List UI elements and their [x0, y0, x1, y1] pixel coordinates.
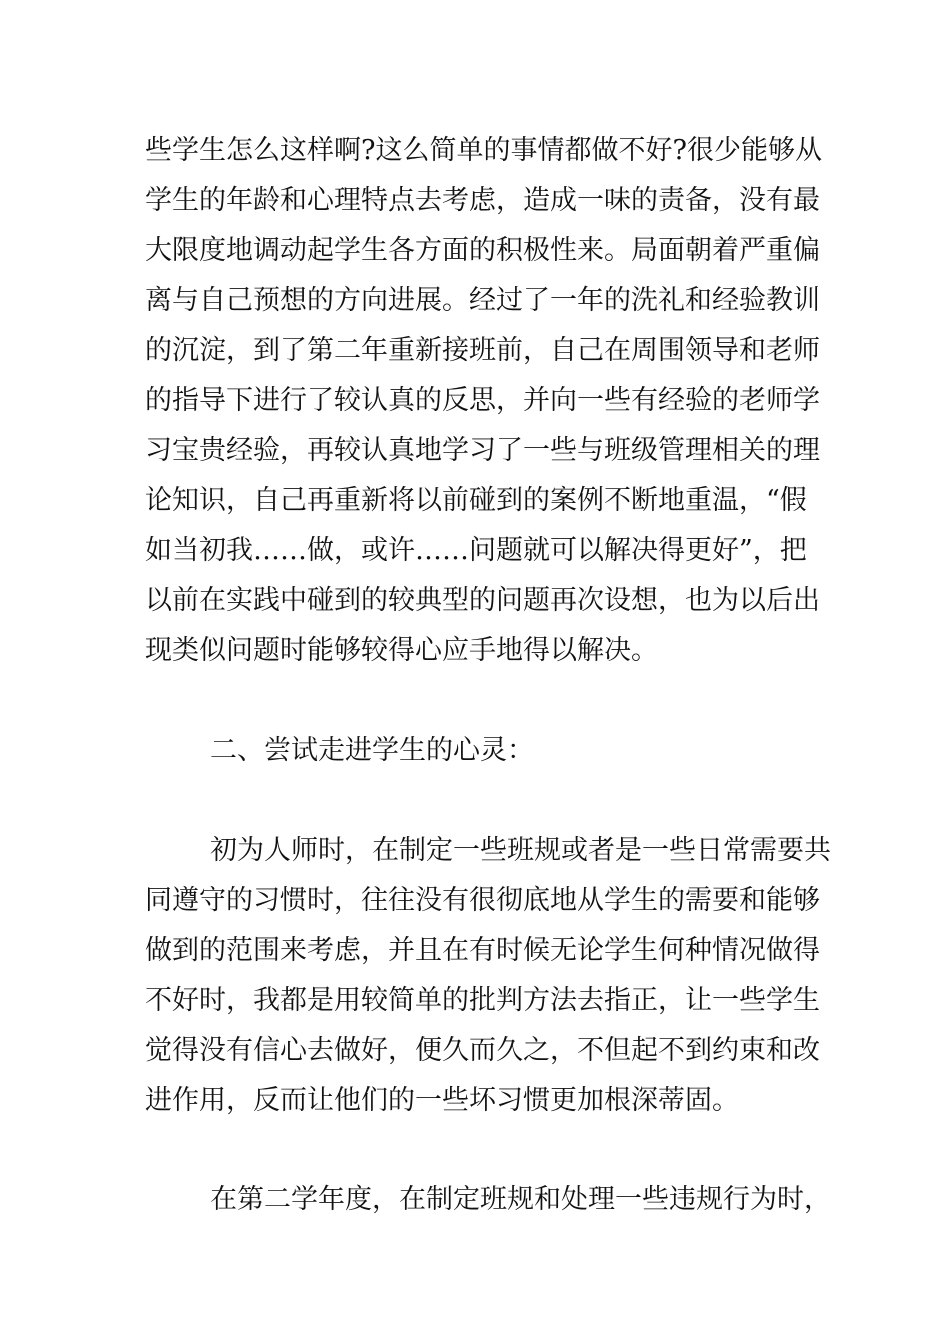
paragraph-line: 初为人师时，在制定一些班规或者是一些日常需要共	[210, 835, 831, 866]
paragraph-line: 论知识，自己再重新将以前碰到的案例不断地重温，“假	[145, 485, 807, 516]
paragraph-line: 如当初我……做，或许……问题就可以解决得更好”，把	[145, 535, 807, 566]
paragraph-line: 进作用，反而让他们的一些坏习惯更加根深蒂固。	[145, 1085, 739, 1116]
paragraph-line: 的沉淀，到了第二年重新接班前，自己在周围领导和老师	[145, 335, 820, 366]
paragraph-line: 大限度地调动起学生各方面的积极性来。局面朝着严重偏	[145, 235, 820, 266]
section-heading: 二、尝试走进学生的心灵：	[210, 735, 534, 766]
paragraph-line: 做到的范围来考虑，并且在有时候无论学生何种情况做得	[145, 935, 820, 966]
paragraph-line: 同遵守的习惯时，往往没有很彻底地从学生的需要和能够	[145, 885, 820, 916]
paragraph-line: 以前在实践中碰到的较典型的问题再次设想，也为以后出	[145, 585, 820, 616]
paragraph-line: 离与自己预想的方向进展。经过了一年的洗礼和经验教训	[145, 285, 820, 316]
paragraph-line: 觉得没有信心去做好，便久而久之，不但起不到约束和改	[145, 1035, 820, 1066]
paragraph-line: 习宝贵经验，再较认真地学习了一些与班级管理相关的理	[145, 435, 820, 466]
paragraph-line: 在第二学年度，在制定班规和处理一些违规行为时，	[210, 1184, 831, 1215]
paragraph-line: 不好时，我都是用较简单的批判方法去指正，让一些学生	[145, 985, 820, 1016]
paragraph-line: 些学生怎么这样啊?这么简单的事情都做不好?很少能够从	[145, 135, 822, 166]
paragraph-line: 学生的年龄和心理特点去考虑，造成一味的责备，没有最	[145, 185, 820, 216]
paragraph-line: 的指导下进行了较认真的反思，并向一些有经验的老师学	[145, 385, 820, 416]
paragraph-line: 现类似问题时能够较得心应手地得以解决。	[145, 635, 658, 666]
